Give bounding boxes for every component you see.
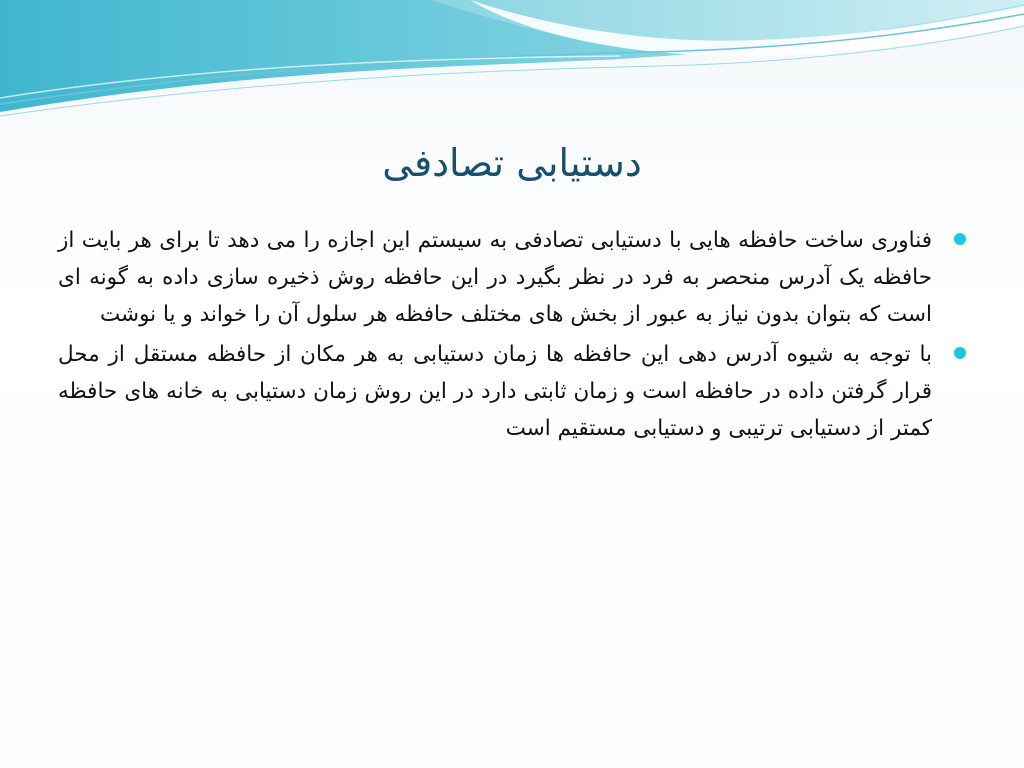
bullet-text: فناوری ساخت حافظه هایی با دستیابی تصادفی به سیستم این اجازه را می دهد تا برای هر بایت از حافظه یک آدرس منحصر به فرد در نظر بگیرد در این حافظه روش ذخیره سازی داده به گونه ای است که بتوان بدون نیاز به عبور از بخش های مختلف حافظه هر سلول آن را خواند و یا نوشت — [58, 228, 932, 327]
bullet-dot-icon — [954, 233, 966, 245]
bullet-list — [58, 222, 970, 450]
bullet-item — [58, 336, 970, 447]
slide-title: دستیابی تصادفی — [382, 141, 642, 185]
bullet-item — [58, 222, 970, 333]
bullet-dot-icon — [954, 347, 966, 359]
header-wave-decoration — [0, 0, 1024, 130]
bullet-text: با توجه به شیوه آدرس دهی این حافظه ها زمان دستیابی به هر مکان از حافظه مستقل از محل قرار گرفتن داده در حافظه است و زمان ثابتی دارد در این روش زمان دستیابی به خانه های حافظه کمتر از دستیابی ترتیبی و دستیابی مستقیم است — [58, 342, 932, 441]
